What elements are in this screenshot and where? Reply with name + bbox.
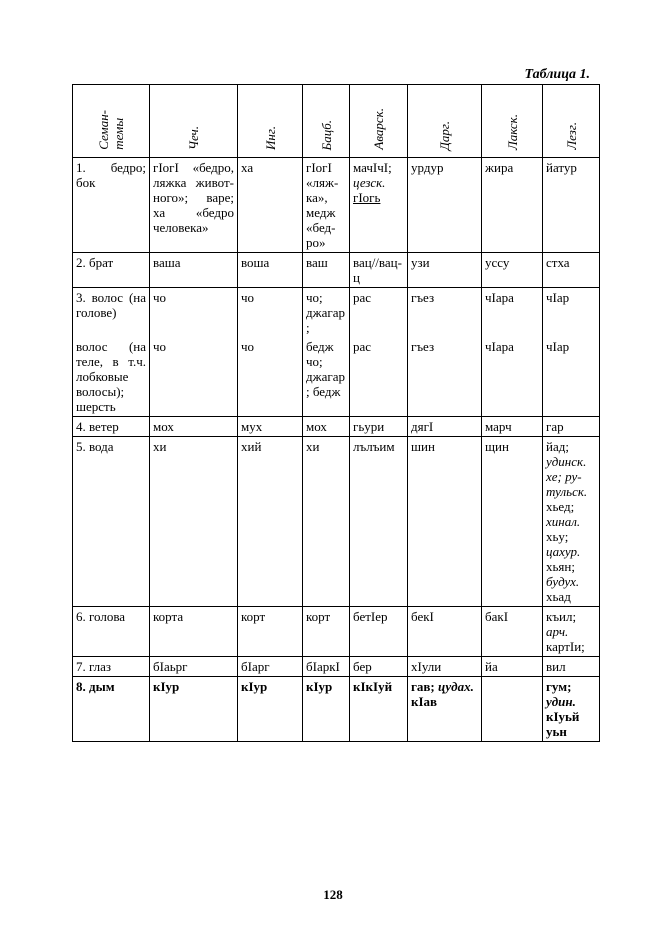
cell-text: хьед;: [546, 499, 575, 514]
cell-ingush: [238, 677, 303, 742]
cell-text: гав;: [411, 679, 439, 694]
cell-text: корт: [241, 609, 266, 624]
header-label: Лезг.: [563, 122, 579, 150]
header-semantic-theme: [73, 85, 150, 158]
header-row: [73, 85, 600, 158]
cell-dargin: [408, 253, 482, 288]
cell-text: корта: [153, 609, 184, 624]
table-caption: Таблица 1.: [524, 67, 590, 82]
cell-text: мух: [241, 419, 263, 434]
cell-avar: [350, 607, 408, 657]
cell-batsbi: [303, 253, 350, 288]
table-row: [73, 288, 600, 338]
cell-text: 7. глаз: [76, 659, 112, 674]
cell-chechen: [150, 677, 238, 742]
cell-chechen: [150, 437, 238, 607]
cell-text: 4. ветер: [76, 419, 119, 434]
cell-text: удинск. хе; рутульск.: [546, 454, 588, 499]
cell-text: гIогI «ляжка», медж «бедро»: [306, 160, 339, 250]
cell-text: ваша: [153, 255, 181, 270]
cell-text: урдур: [411, 160, 444, 175]
cell-lezgian: [543, 253, 600, 288]
header-label: Семан- темы: [96, 110, 126, 150]
table-row: [73, 607, 600, 657]
cell-ingush: [238, 337, 303, 417]
cell-avar: [350, 437, 408, 607]
page-number: 128: [323, 887, 343, 902]
cell-lak: [482, 288, 543, 338]
cell-text: ваш: [306, 255, 328, 270]
header-ingush: [238, 85, 303, 158]
cell-text: бетIер: [353, 609, 388, 624]
header-label: Аварск.: [371, 108, 386, 150]
cell-text: узи: [411, 255, 430, 270]
cell-text: гIогь: [353, 190, 381, 205]
cell-chechen: [150, 657, 238, 677]
cell-text: дягI: [411, 419, 434, 434]
cell-text: удин.: [546, 694, 576, 709]
cell-batsbi: [303, 337, 350, 417]
cell-lak: [482, 158, 543, 253]
cell-semantic-theme: [73, 437, 150, 607]
cell-text: хьад: [546, 589, 571, 604]
cell-text: цезск.: [353, 175, 386, 190]
cell-text: волос (на теле, в т.ч. лобковые волосы); шерсть: [76, 339, 146, 414]
cell-text: къил;: [546, 609, 577, 624]
header-lezgian: [543, 85, 600, 158]
cell-text: будух.: [546, 574, 580, 589]
cell-text: кIкIуй: [353, 679, 393, 694]
cell-chechen: [150, 253, 238, 288]
cell-avar: [350, 417, 408, 437]
cell-lak: [482, 437, 543, 607]
table-row: [73, 657, 600, 677]
cell-chechen: [150, 288, 238, 338]
cell-text: лълъим: [353, 439, 395, 454]
table-row: [73, 437, 600, 607]
cell-ingush: [238, 158, 303, 253]
header-dargin: [408, 85, 482, 158]
cell-text: 3. волос (на голове): [76, 290, 146, 320]
cell-text: рас: [353, 339, 372, 354]
header-label: Чеч.: [186, 125, 201, 150]
table-row: [73, 677, 600, 742]
cell-text: бIаркI: [306, 659, 340, 674]
cell-text: чIар: [546, 290, 570, 305]
cell-text: рас: [353, 290, 372, 305]
cell-ingush: [238, 607, 303, 657]
header-lak: [482, 85, 543, 158]
cell-text: хьу;: [546, 529, 569, 544]
cell-lak: [482, 677, 543, 742]
cell-text: бедж чо; джагар; бедж: [306, 339, 345, 399]
cell-lak: [482, 607, 543, 657]
cell-text: чIара: [485, 339, 514, 354]
cell-text: хи: [306, 439, 320, 454]
table-row: [73, 337, 600, 417]
cell-ingush: [238, 288, 303, 338]
cell-avar: [350, 337, 408, 417]
cell-text: уссу: [485, 255, 510, 270]
cell-ingush: [238, 437, 303, 607]
cell-text: мачIчI;: [353, 160, 392, 175]
header-chechen: [150, 85, 238, 158]
cell-text: 6. голова: [76, 609, 126, 624]
cell-avar: [350, 677, 408, 742]
cell-lezgian: [543, 657, 600, 677]
cell-text: йад;: [546, 439, 569, 454]
cell-lezgian: [543, 437, 600, 607]
cell-text: мох: [306, 419, 327, 434]
cell-text: 2. брат: [76, 255, 114, 270]
table-row: [73, 417, 600, 437]
header-label: Дарг.: [437, 120, 452, 150]
cell-text: 1. бедро; бок: [76, 160, 146, 190]
cell-dargin: [408, 607, 482, 657]
cell-text: кIур: [306, 679, 333, 694]
cell-text: бакI: [485, 609, 509, 624]
cell-dargin: [408, 657, 482, 677]
cell-avar: [350, 158, 408, 253]
cell-chechen: [150, 158, 238, 253]
cell-text: чIар: [546, 339, 570, 354]
cell-text: стха: [546, 255, 570, 270]
cell-batsbi: [303, 657, 350, 677]
cell-lak: [482, 337, 543, 417]
table-row: [73, 158, 600, 253]
cell-dargin: [408, 337, 482, 417]
header-avar: [350, 85, 408, 158]
cell-batsbi: [303, 437, 350, 607]
comparative-vocabulary-table: [72, 84, 600, 742]
cell-text: ха: [241, 160, 254, 175]
cell-text: чо; джагар;: [306, 290, 345, 335]
cell-text: чо: [153, 290, 167, 305]
cell-avar: [350, 288, 408, 338]
cell-dargin: [408, 437, 482, 607]
cell-text: бIаьрг: [153, 659, 188, 674]
header-label: Инг.: [262, 126, 278, 150]
cell-text: бIарг: [241, 659, 270, 674]
cell-text: цудах.: [438, 679, 474, 694]
cell-text: хий: [241, 439, 262, 454]
cell-lak: [482, 417, 543, 437]
cell-semantic-theme: [73, 417, 150, 437]
cell-semantic-theme: [73, 337, 150, 417]
cell-text: чо: [153, 339, 167, 354]
cell-text: йа: [485, 659, 498, 674]
cell-chechen: [150, 337, 238, 417]
cell-text: цахур.: [546, 544, 581, 559]
cell-dargin: [408, 288, 482, 338]
cell-text: кIав: [411, 694, 438, 709]
cell-text: арч.: [546, 624, 569, 639]
cell-lezgian: [543, 417, 600, 437]
cell-chechen: [150, 417, 238, 437]
cell-dargin: [408, 677, 482, 742]
cell-lezgian: [543, 158, 600, 253]
cell-text: гар: [546, 419, 564, 434]
cell-lak: [482, 657, 543, 677]
cell-semantic-theme: [73, 607, 150, 657]
cell-text: гъез: [411, 339, 435, 354]
cell-text: кIуьй уьн: [546, 709, 580, 739]
cell-dargin: [408, 158, 482, 253]
cell-text: шин: [411, 439, 435, 454]
cell-batsbi: [303, 417, 350, 437]
cell-text: картIи;: [546, 639, 585, 654]
cell-avar: [350, 657, 408, 677]
cell-semantic-theme: [73, 657, 150, 677]
cell-text: йатур: [546, 160, 577, 175]
cell-batsbi: [303, 288, 350, 338]
cell-text: вац//вацц: [353, 255, 402, 285]
cell-ingush: [238, 657, 303, 677]
cell-text: кIур: [241, 679, 268, 694]
cell-semantic-theme: [73, 288, 150, 338]
cell-ingush: [238, 417, 303, 437]
cell-lak: [482, 253, 543, 288]
cell-text: бер: [353, 659, 372, 674]
cell-text: гьури: [353, 419, 385, 434]
header-label: Лакск.: [504, 114, 520, 150]
cell-text: 5. вода: [76, 439, 114, 454]
cell-text: вил: [546, 659, 566, 674]
cell-dargin: [408, 417, 482, 437]
cell-lezgian: [543, 607, 600, 657]
cell-text: хи: [153, 439, 167, 454]
cell-semantic-theme: [73, 677, 150, 742]
cell-text: кIур: [153, 679, 180, 694]
cell-lezgian: [543, 677, 600, 742]
cell-lezgian: [543, 288, 600, 338]
table-row: [73, 253, 600, 288]
cell-chechen: [150, 607, 238, 657]
cell-text: бекI: [411, 609, 434, 624]
cell-batsbi: [303, 158, 350, 253]
cell-text: чо: [241, 339, 255, 354]
cell-text: воша: [241, 255, 270, 270]
cell-text: гIогI «бедро, ляжка животного»; варе; ха «бедро человека»: [153, 160, 234, 235]
header-batsbi: [303, 85, 350, 158]
cell-avar: [350, 253, 408, 288]
cell-text: щин: [485, 439, 509, 454]
cell-text: хьян;: [546, 559, 575, 574]
cell-ingush: [238, 253, 303, 288]
cell-text: чо: [241, 290, 255, 305]
cell-text: марч: [485, 419, 512, 434]
cell-text: 8. дым: [76, 679, 115, 694]
cell-text: жира: [485, 160, 514, 175]
cell-lezgian: [543, 337, 600, 417]
header-label: Бацб.: [318, 119, 334, 150]
cell-text: хIули: [411, 659, 442, 674]
cell-text: гъез: [411, 290, 435, 305]
cell-text: хинал.: [546, 514, 581, 529]
cell-semantic-theme: [73, 253, 150, 288]
cell-semantic-theme: [73, 158, 150, 253]
cell-batsbi: [303, 607, 350, 657]
cell-text: чIара: [485, 290, 514, 305]
cell-text: корт: [306, 609, 331, 624]
cell-text: мох: [153, 419, 174, 434]
cell-batsbi: [303, 677, 350, 742]
cell-text: гум;: [546, 679, 572, 694]
